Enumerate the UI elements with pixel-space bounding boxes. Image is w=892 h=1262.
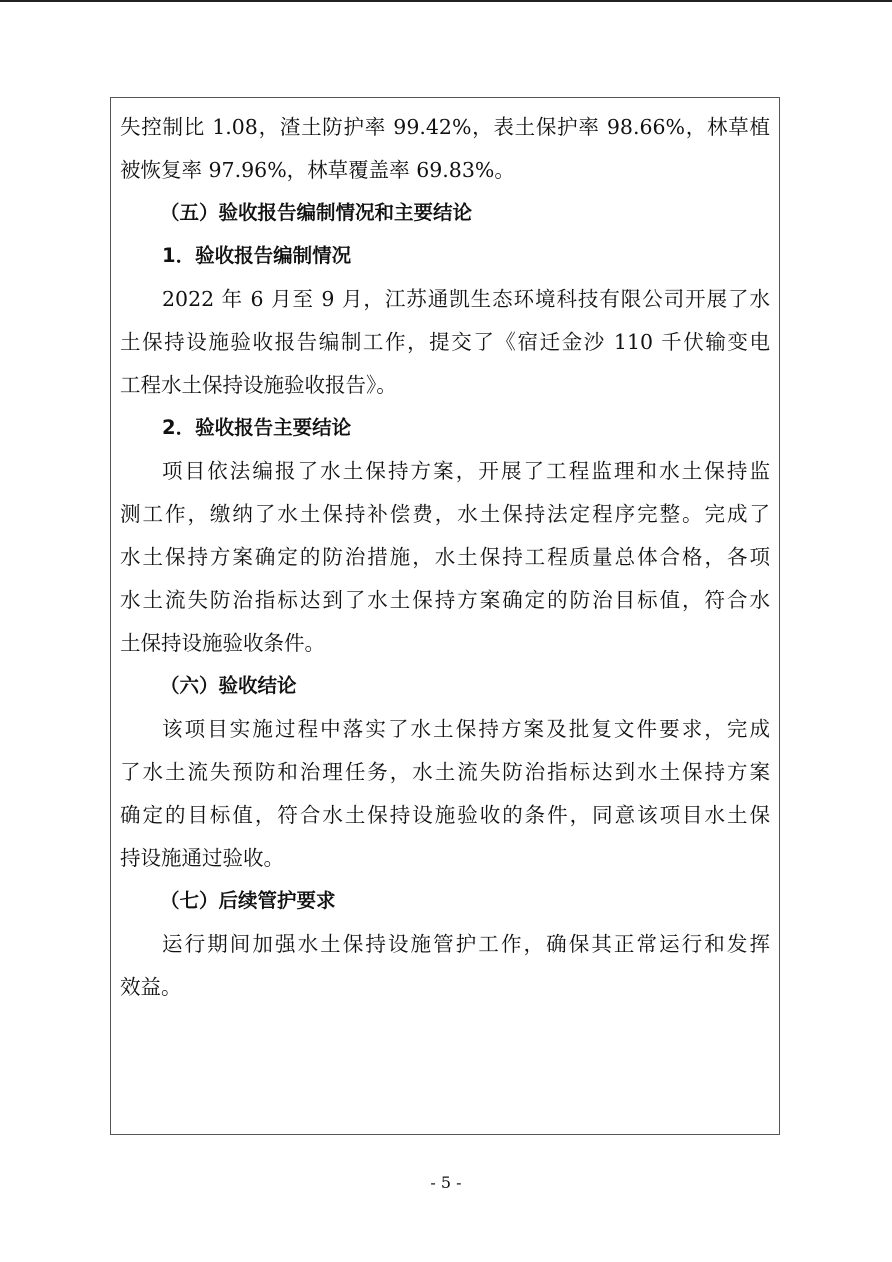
body-line: 工程水土保持设施验收报告》。 [120,373,397,397]
body-line: 2022 年 6 月至 9 月，江苏通凯生态环境科技有限公司开展了水 [162,287,770,311]
body-line: 该项目实施过程中落实了水土保持方案及批复文件要求，完成 [162,717,770,741]
body-line: 土保持设施验收条件。 [120,631,325,655]
body-line: 失控制比 1.08，渣土防护率 99.42%，表土保护率 98.66%，林草植 [120,115,770,139]
body-line: 测工作，缴纳了水土保持补偿费，水土保持法定程序完整。完成了 [120,502,770,526]
body-line: 了水土流失预防和治理任务，水土流失防治指标达到水土保持方案 [120,760,770,784]
body-line: 水土保持方案确定的防治措施，水土保持工程质量总体合格，各项 [120,545,770,569]
body-line: 运行期间加强水土保持设施管护工作，确保其正常运行和发挥 [162,932,770,956]
body-line: 确定的目标值，符合水土保持设施验收的条件，同意该项目水土保 [120,803,770,827]
body-line: 项目依法编报了水土保持方案，开展了工程监理和水土保持监 [162,459,770,483]
page-number: - 5 - [430,1173,462,1192]
subsection-heading-1: 1．验收报告编制情况 [162,244,352,267]
section-heading-7: （七）后续管护要求 [160,889,336,912]
body-line: 水土流失防治指标达到了水土保持方案确定的防治目标值，符合水 [120,588,770,612]
body-line: 效益。 [120,975,182,999]
body-line: 被恢复率 97.96%，林草覆盖率 69.83%。 [120,158,515,182]
body-line: 持设施通过验收。 [120,846,284,870]
subsection-heading-2: 2．验收报告主要结论 [162,416,352,439]
section-heading-6: （六）验收结论 [160,674,297,697]
section-heading-5: （五）验收报告编制情况和主要结论 [160,201,473,224]
body-line: 土保持设施验收报告编制工作，提交了《宿迁金沙 110 千伏输变电 [120,330,770,354]
page-top-rule [0,0,892,2]
